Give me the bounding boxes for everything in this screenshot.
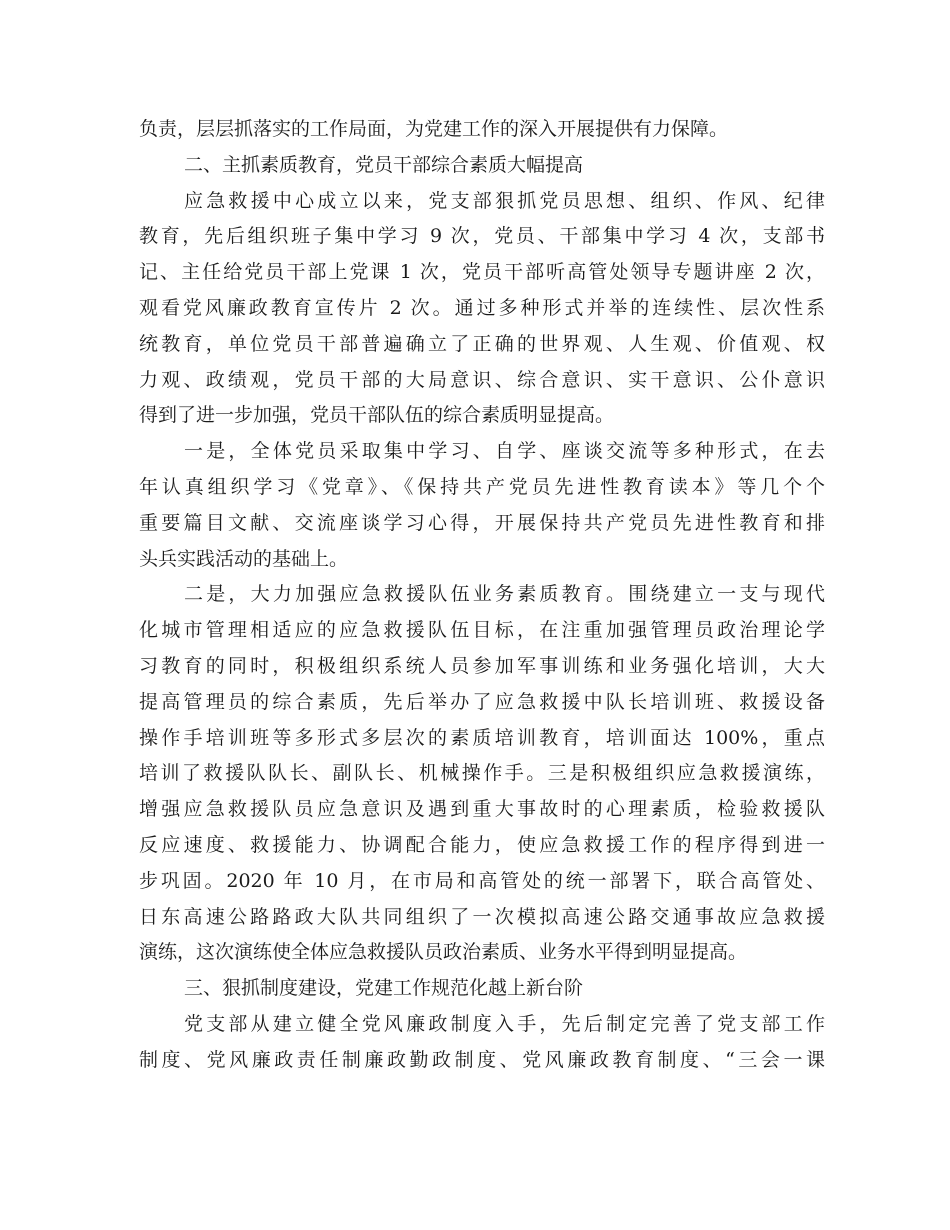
text-line: 步巩固。2020 年 10 月，在市局和高管处的统一部署下，联合高管处、 xyxy=(139,869,825,892)
text-line: 观看党风廉政教育宣传片 2 次。通过多种形式并举的连续性、层次性系 xyxy=(139,296,825,319)
text-line: 二是，大力加强应急救援队伍业务素质教育。围绕建立一支与现代 xyxy=(184,583,825,606)
text-line: 党支部从建立健全党风廉政制度入手，先后制定完善了党支部工作 xyxy=(184,1012,825,1035)
text-line: 培训了救援队队长、副队长、机械操作手。三是积极组织应急救援演练， xyxy=(139,762,825,785)
text-line: 操作手培训班等多形式多层次的素质培训教育，培训面达 100%，重点 xyxy=(139,726,825,749)
text-line: 统教育，单位党员干部普遍确立了正确的世界观、人生观、价值观、权 xyxy=(139,332,825,355)
text-line: 教育，先后组织班子集中学习 9 次，党员、干部集中学习 4 次，支部书 xyxy=(139,225,825,248)
text-line: 力观、政绩观，党员干部的大局意识、综合意识、实干意识、公仆意识 xyxy=(139,368,825,391)
document-body xyxy=(139,112,825,1079)
text-line: 负责，层层抓落实的工作局面，为党建工作的深入开展提供有力保障。 xyxy=(139,118,729,140)
text-line: 提高管理员的综合素质，先后举办了应急救援中队长培训班、救援设备 xyxy=(139,690,825,713)
text-line: 应急救援中心成立以来，党支部狠抓党员思想、组织、作风、纪律 xyxy=(184,189,825,212)
text-line: 制度、党风廉政责任制廉政勤政制度、党风廉政教育制度、“三会一课 xyxy=(139,1048,825,1071)
text-line: 记、主任给党员干部上党课 1 次，党员干部听高管处领导专题讲座 2 次， xyxy=(139,261,825,284)
text-line: 习教育的同时，积极组织系统人员参加军事训练和业务强化培训，大大 xyxy=(139,654,825,677)
text-line: 得到了进一步加强，党员干部队伍的综合素质明显提高。 xyxy=(139,404,615,427)
text-line: 年认真组织学习《党章》、《保持共产党员先进性教育读本》等几个个 xyxy=(139,475,825,498)
text-line: 头兵实践活动的基础上。 xyxy=(139,547,349,570)
text-line: 增强应急救援队员应急意识及遇到重大事故时的心理素质，检验救援队 xyxy=(139,798,825,821)
text-line: 重要篇目文献、交流座谈学习心得，开展保持共产党员先进性教育和排 xyxy=(139,511,825,534)
text-line: 日东高速公路路政大队共同组织了一次模拟高速公路交通事故应急救援 xyxy=(139,905,825,928)
text-line: 二、主抓素质教育，党员干部综合素质大幅提高 xyxy=(184,153,584,176)
text-line: 化城市管理相适应的应急救援队伍目标，在注重加强管理员政治理论学 xyxy=(139,619,825,642)
text-line: 三、狠抓制度建设，党建工作规范化越上新台阶 xyxy=(184,977,584,1000)
text-line: 反应速度、救援能力、协调配合能力，使应急救援工作的程序得到进一 xyxy=(139,833,825,856)
text-line: 演练，这次演练使全体应急救援队员政治素质、业务水平得到明显提高。 xyxy=(139,941,748,964)
text-line: 一是，全体党员采取集中学习、自学、座谈交流等多种形式，在去 xyxy=(184,440,825,463)
